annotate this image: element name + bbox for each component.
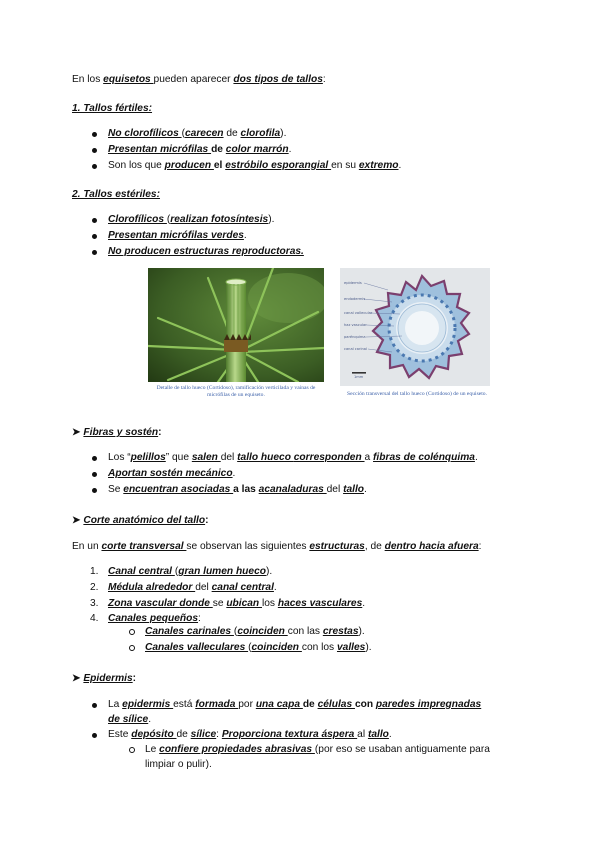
text: (: [181, 128, 185, 139]
list-item: No producen estructuras reproductoras.: [108, 246, 304, 257]
text: estructuras: [309, 541, 365, 552]
text: tallo: [343, 484, 365, 495]
text: pueden aparecer: [153, 74, 234, 85]
text: se observan las siguientes: [186, 541, 310, 552]
text: (: [233, 626, 238, 637]
text: .: [232, 468, 236, 479]
text: realizan fotosíntesis: [170, 214, 269, 225]
sub-bullet: [129, 747, 135, 753]
text: carecen: [185, 128, 224, 139]
term-equisetos: equisetos: [103, 74, 154, 85]
bullet: [92, 148, 97, 153]
text: , de: [364, 541, 385, 552]
text: .: [243, 230, 247, 241]
text: .: [148, 714, 152, 725]
text: al: [357, 729, 368, 740]
text: :: [322, 74, 326, 85]
list-item: [108, 483, 367, 496]
text: Son los que: [108, 160, 165, 171]
list-number: 4.: [90, 613, 99, 624]
heading-text: Corte anatómico del tallo: [83, 515, 206, 526]
list-item: [108, 143, 291, 156]
text: depósito: [131, 729, 177, 740]
text: fibras de colénquima: [373, 452, 475, 463]
text: células: [317, 699, 355, 710]
text: confiere propiedades abrasivas: [159, 744, 315, 755]
text: canal central: [211, 582, 274, 593]
text: ).: [365, 642, 372, 653]
text: :: [158, 427, 162, 438]
sub-list-item-continued: limpiar o pulir).: [145, 759, 212, 770]
text: ).: [265, 566, 273, 577]
text: color marrón: [225, 144, 289, 155]
text: Le: [145, 744, 160, 755]
text: tallo: [367, 729, 389, 740]
sub-bullet: [129, 645, 135, 651]
list-item: [108, 451, 478, 464]
sub-bullet: [129, 629, 135, 635]
list-item: [108, 612, 201, 625]
corte-intro: [72, 540, 481, 553]
text: en su: [331, 160, 359, 171]
list-item: [108, 229, 247, 242]
list-item: [108, 127, 286, 140]
list-number: 1.: [90, 566, 99, 577]
bullet: [92, 472, 97, 477]
text: del: [220, 452, 238, 463]
text: valles: [336, 642, 366, 653]
text: a las: [233, 484, 259, 495]
bullet: [92, 234, 97, 239]
sub-list-item: [145, 641, 372, 654]
text: coinciden: [237, 626, 288, 637]
text: acanaladuras: [258, 484, 327, 495]
text: formada: [195, 699, 239, 710]
text: coinciden: [251, 642, 302, 653]
text: gran lumen hueco: [178, 566, 266, 577]
text: :: [132, 673, 137, 684]
text: con: [354, 699, 376, 710]
text: epidermis: [122, 699, 174, 710]
bullet: [92, 488, 97, 493]
text: No clorofílicos: [108, 128, 182, 139]
heading-corte-anatomico: [72, 514, 209, 527]
text: encuentran asociadas: [123, 484, 234, 495]
text: el: [213, 160, 226, 171]
label-haz-vascular: haz vascular: [344, 323, 367, 327]
list-number: 2.: [90, 582, 99, 593]
text: ).: [358, 626, 365, 637]
text: sílice: [190, 729, 217, 740]
text: .: [288, 144, 292, 155]
list-item: [108, 597, 365, 610]
stem-cross-section-micrograph: [340, 268, 490, 386]
sub-list-item: [145, 743, 490, 756]
text: ).: [268, 214, 275, 225]
arrow-icon: ➤: [72, 515, 81, 526]
list-item: [108, 565, 272, 578]
scale-bar: [352, 372, 366, 374]
arrow-icon: ➤: [72, 427, 81, 438]
text: (: [174, 566, 179, 577]
intro-line: [72, 73, 326, 86]
cross-section-illustration: [340, 268, 490, 386]
text: con las: [287, 626, 323, 637]
text: Los “: [108, 452, 131, 463]
figure-caption-left: Detalle de tallo hueco (Cortidoso), ramificación verticilada y vainas de micrófilas de un equiseto.: [156, 385, 316, 398]
text: salen: [191, 452, 221, 463]
text: por: [238, 699, 256, 710]
text: clorofila: [240, 128, 281, 139]
text: se: [212, 598, 227, 609]
text: En los: [72, 74, 104, 85]
bullet: [92, 218, 97, 223]
label-epidermis: epidermis: [344, 281, 362, 285]
text: de sílice: [108, 714, 149, 725]
text: .: [474, 452, 478, 463]
list-item: [108, 728, 392, 741]
text: Canales pequeños: [108, 613, 199, 624]
list-item: [108, 213, 274, 226]
text: ).: [280, 128, 287, 139]
text: del: [326, 484, 344, 495]
label-endodermis: endodermis: [344, 297, 366, 301]
heading-epidermis: [72, 672, 136, 685]
text: de: [176, 729, 191, 740]
text: :: [205, 515, 209, 526]
text: .: [398, 160, 402, 171]
horsetail-stem-photo: [148, 268, 324, 382]
bullet: [92, 456, 97, 461]
text: extremo: [358, 160, 399, 171]
text: ” que: [165, 452, 192, 463]
text: Se: [108, 484, 124, 495]
list-item: [108, 698, 481, 711]
arrow-icon: ➤: [72, 673, 81, 684]
text: Canales valleculares: [145, 642, 249, 653]
text: con los: [301, 642, 337, 653]
text: (: [166, 214, 171, 225]
list-item: [108, 159, 401, 172]
text: donde: [179, 598, 213, 609]
text: (por eso se usaban antiguamente para: [314, 744, 490, 755]
text: Zona vascular: [108, 598, 180, 609]
bullet: [92, 132, 97, 137]
text: crestas: [322, 626, 359, 637]
text: los: [262, 598, 278, 609]
heading-text: Epidermis: [83, 673, 133, 684]
text: estróbilo esporangial: [225, 160, 332, 171]
term-tipos: dos tipos de tallos: [233, 74, 323, 85]
bullet: [92, 703, 97, 708]
text: Clorofílicos: [108, 214, 167, 225]
text: Este: [108, 729, 132, 740]
text: una capa: [255, 699, 303, 710]
text: Canales carinales: [145, 626, 234, 637]
text: (: [248, 642, 252, 653]
text: :: [198, 613, 201, 624]
scale-label: 1mm: [354, 375, 364, 379]
text: corresponden: [293, 452, 365, 463]
text: La: [108, 699, 123, 710]
bullet: [92, 250, 97, 255]
text: está: [173, 699, 196, 710]
text: Aportan sostén mecánico: [108, 468, 233, 479]
heading-fibras-sosten: [72, 426, 162, 439]
text: de: [211, 144, 226, 155]
text: Presentan micrófilas verdes: [108, 230, 244, 241]
text: haces vasculares: [277, 598, 363, 609]
text: Presentan micrófilas: [108, 144, 212, 155]
text: Proporciona textura áspera: [221, 729, 358, 740]
heading-text: Fibras y sostén: [83, 427, 159, 438]
text: paredes impregnadas: [375, 699, 482, 710]
text: :: [216, 729, 222, 740]
list-item-continued: [108, 713, 151, 726]
text: :: [478, 541, 482, 552]
heading-tallos-fertiles: 1. Tallos fértiles:: [72, 103, 153, 114]
text: producen: [164, 160, 214, 171]
text: tallo hueco: [237, 452, 294, 463]
sub-list-item: [145, 625, 365, 638]
bullet: [92, 164, 97, 169]
text: a: [364, 452, 374, 463]
text: dentro hacia afuera: [384, 541, 479, 552]
text: En un: [72, 541, 102, 552]
text: ubican: [226, 598, 262, 609]
text: pelillos: [130, 452, 166, 463]
list-item: [108, 581, 277, 594]
text: de: [223, 128, 241, 139]
text: del: [195, 582, 212, 593]
list-item: [108, 467, 235, 480]
label-parenquima: parénquima: [344, 335, 366, 339]
text: Canal central: [108, 566, 175, 577]
bullet: [92, 733, 97, 738]
text: .: [362, 598, 366, 609]
heading-tallos-esteriles: 2. Tallos estériles:: [72, 189, 160, 200]
label-canal-carinal: canal carinal: [344, 347, 367, 351]
label-canal-vallecular: canal vallecular: [344, 311, 373, 315]
text: .: [273, 582, 277, 593]
text: Médula alrededor: [108, 582, 196, 593]
text: de: [302, 699, 318, 710]
text: corte transversal: [101, 541, 187, 552]
list-number: 3.: [90, 598, 99, 609]
figure-caption-right: Sección transversal del tallo hueco (Cortidoso) de un equiseto.: [347, 391, 487, 397]
text: .: [364, 484, 367, 495]
horsetail-stem-illustration: [148, 268, 324, 382]
text: .: [388, 729, 392, 740]
